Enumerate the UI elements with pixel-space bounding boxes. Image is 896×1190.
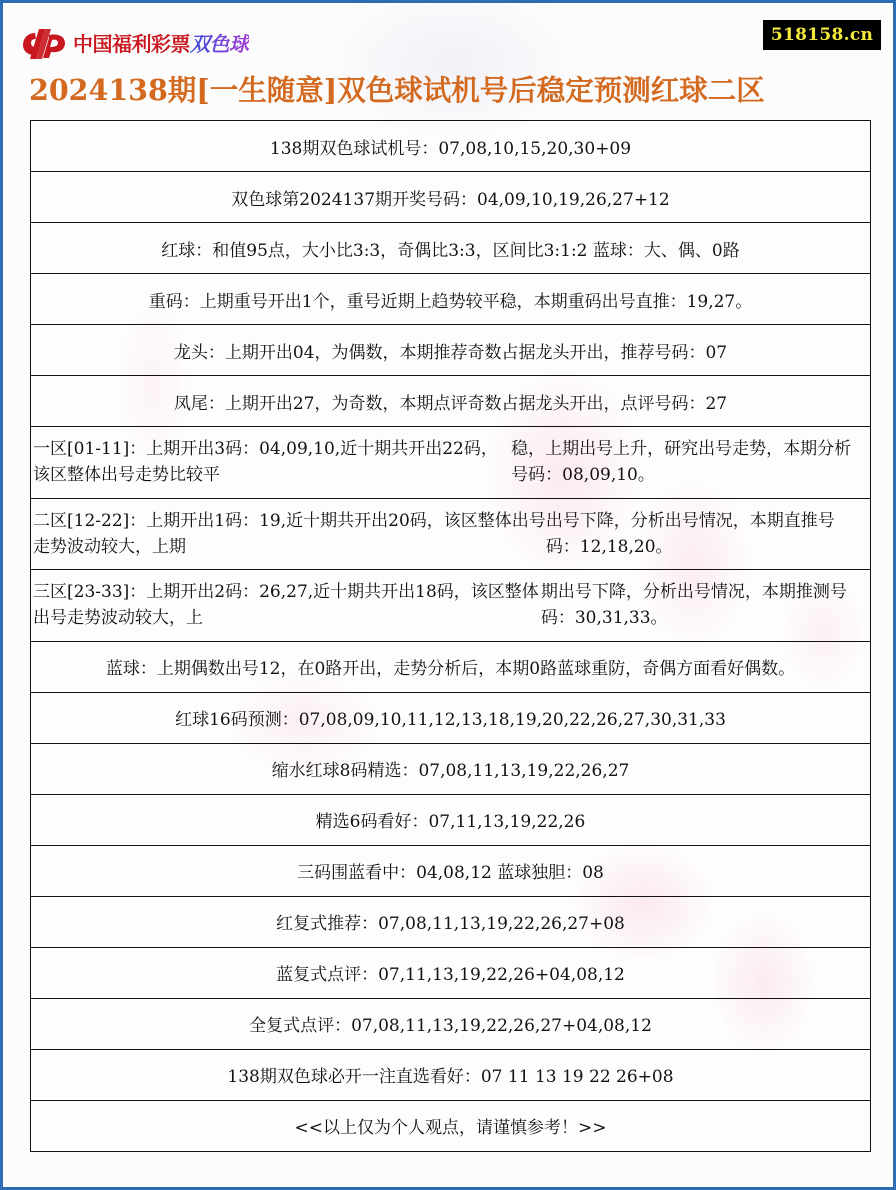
full-compound-row: 全复式点评：07,08,11,13,19,22,26,27+04,08,12 bbox=[31, 999, 870, 1050]
disclaimer-row: <<以上仅为个人观点，请谨慎参考！>> bbox=[31, 1101, 870, 1152]
pick-6-row: 精选6码看好：07,11,13,19,22,26 bbox=[31, 795, 870, 846]
zone-one-line2: 稳，上期出号上升，研究出号走势，本期分析号码：08,09,10。 bbox=[511, 439, 852, 485]
logo-org-text: 中国福利彩票 bbox=[73, 31, 190, 56]
red-compound-row: 红复式推荐：07,08,11,13,19,22,26,27+08 bbox=[31, 897, 870, 948]
blue-ball-analysis-row: 蓝球：上期偶数出号12，在0路开出，走势分析后，本期0路蓝球重防，奇偶方面看好偶数。 bbox=[31, 642, 870, 693]
red-blue-stats-row: 红球：和值95点，大小比3:3，奇偶比3:3，区间比3:1:2 蓝球：大、偶、0路 bbox=[31, 223, 870, 274]
repeat-number-row: 重码：上期重号开出1个，重号近期上趋势较平稳，本期重码出号直推：19,27。 bbox=[31, 274, 870, 325]
single-pick-row: 138期双色球必开一注直选看好：07 11 13 19 22 26+08 bbox=[31, 1050, 870, 1101]
zone-three-row bbox=[31, 570, 870, 642]
blue-compound-row: 蓝复式点评：07,11,13,19,22,26+04,08,12 bbox=[31, 948, 870, 999]
zone-two-row bbox=[31, 499, 870, 571]
logo-game-text: 双色球 bbox=[190, 28, 249, 57]
header bbox=[3, 3, 893, 115]
dragon-head-row: 龙头：上期开出04，为偶数，本期推荐奇数占据龙头开出，推荐号码：07 bbox=[31, 325, 870, 376]
test-number-row: 138期双色球试机号：07,08,10,15,20,30+09 bbox=[31, 121, 870, 172]
phoenix-tail-row: 凤尾：上期开出27，为奇数，本期点评奇数占据龙头开出，点评号码：27 bbox=[31, 376, 870, 427]
zone-one-row bbox=[31, 427, 870, 499]
last-draw-row: 双色球第2024137期开奖号码：04,09,10,19,26,27+12 bbox=[31, 172, 870, 223]
three-blue-row: 三码围蓝看中：04,08,12 蓝球独胆：08 bbox=[31, 846, 870, 897]
site-badge[interactable]: 518158.cn bbox=[763, 20, 881, 50]
page-frame bbox=[3, 3, 893, 1187]
page-title: 2024138期[一生随意]双色球试机号后稳定预测红球二区 bbox=[29, 73, 765, 107]
red-8-selection-row: 缩水红球8码精选：07,08,11,13,19,22,26,27 bbox=[31, 744, 870, 795]
zone-three-line1: 三区[23-33]：上期开出2码：26,27,近十期共开出18码，该区整体出号走势波动较大，上 bbox=[33, 582, 539, 628]
red-16-prediction-row: 红球16码预测：07,08,09,10,11,12,13,18,19,20,22,26,27,30,31,33 bbox=[31, 693, 870, 744]
logo bbox=[21, 25, 249, 59]
zone-three-line2: 期出号下降，分析出号情况，本期推测号码：30,31,33。 bbox=[540, 582, 847, 628]
zone-two-line1: 二区[12-22]：上期开出1码：19,近十期共开出20码，该区整体出号走势波动较大，上期 bbox=[33, 510, 546, 557]
zone-two-line2: 出号下降，分析出号情况，本期直推号码：12,18,20。 bbox=[545, 510, 835, 557]
zone-one-line1: 一区[01-11]：上期开出3码：04,09,10,近十期共开出22码，该区整体出号走势比较平 bbox=[33, 439, 498, 485]
welfare-lottery-logo-icon bbox=[21, 25, 67, 59]
prediction-table bbox=[30, 120, 871, 1152]
